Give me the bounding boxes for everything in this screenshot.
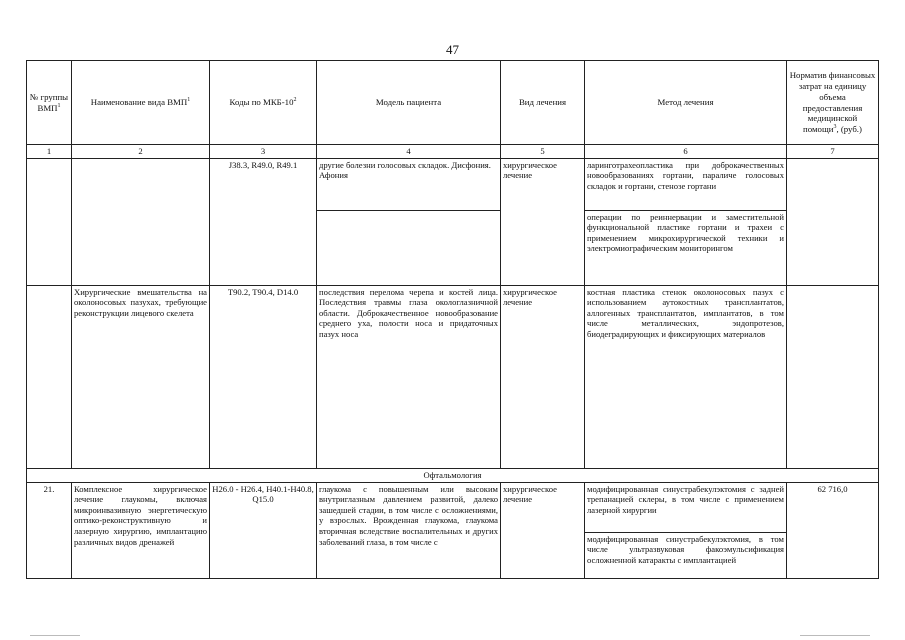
group-cell-empty bbox=[27, 158, 72, 285]
header-treatment-method: Метод лечения bbox=[585, 61, 787, 145]
column-number: 7 bbox=[787, 145, 879, 159]
column-number: 1 bbox=[27, 145, 72, 159]
group-cell-empty bbox=[27, 285, 72, 468]
cost-cell-empty bbox=[787, 285, 879, 468]
header-group-number: № группы ВМП$^1$ bbox=[27, 61, 72, 145]
section-title: Офтальмология bbox=[27, 468, 879, 482]
vmp-name-cell: Хирургические вмешательства на околоносовых пазухах, требующие реконструкции лицевого скелета bbox=[72, 285, 210, 468]
column-number: 3 bbox=[210, 145, 317, 159]
treatment-method-cell: костная пластика стенок околоносовых пазух с использованием аутокостных трансплантатов, аллогенных трансплантатов, имплантатов, в том числе металлических, эндопротезов, биодеградирующих и фиксирующих материалов bbox=[585, 285, 787, 468]
treatment-type-cell: хирургическое лечение bbox=[501, 482, 585, 578]
vmp-table bbox=[26, 60, 879, 579]
header-cost-norm: Норматив финансовых затрат на единицу объема предоставления медицинской помощи$^3$, (руб.) bbox=[787, 61, 879, 145]
patient-model-cell-empty bbox=[317, 210, 501, 285]
group-number-cell: 21. bbox=[27, 482, 72, 578]
table-row bbox=[27, 158, 879, 210]
section-row bbox=[27, 468, 879, 482]
treatment-type-cell: хирургическое лечение bbox=[501, 158, 585, 285]
treatment-method-cell: модифицированная синустрабекулэктомия с задней трепанацией склеры, в том числе с применением лазерной хирургии bbox=[585, 482, 787, 532]
column-number: 4 bbox=[317, 145, 501, 159]
scan-artifact-line bbox=[800, 635, 870, 636]
name-cell-empty bbox=[72, 158, 210, 285]
header-treatment-type: Вид лечения bbox=[501, 61, 585, 145]
column-number-row bbox=[27, 145, 879, 159]
header-row bbox=[27, 61, 879, 145]
header-icd-codes: Коды по МКБ-$10^2$ bbox=[210, 61, 317, 145]
column-number: 6 bbox=[585, 145, 787, 159]
column-number: 2 bbox=[72, 145, 210, 159]
treatment-method-cell: операции по реиннервации и заместительной функциональной пластике гортани и трахеи с применением микрохирургической техники и электромиографическим мониторингом bbox=[585, 210, 787, 285]
header-vmp-name: Наименование вида ВМП$^1$ bbox=[72, 61, 210, 145]
column-number: 5 bbox=[501, 145, 585, 159]
table-row bbox=[27, 285, 879, 468]
scan-artifact-line bbox=[30, 635, 80, 636]
header-patient-model: Модель пациента bbox=[317, 61, 501, 145]
icd-codes-cell: H26.0 - H26.4, H40.1-H40.8, Q15.0 bbox=[210, 482, 317, 578]
table-row bbox=[27, 482, 879, 532]
treatment-type-cell: хирургическое лечение bbox=[501, 285, 585, 468]
icd-codes-cell: T90.2, T90.4, D14.0 bbox=[210, 285, 317, 468]
treatment-method-cell: модифицированная синустрабекулэктомия, в том числе ультразвуковая факоэмульсификация осложненной катаракты с имплантацией bbox=[585, 532, 787, 578]
icd-codes-cell: J38.3, R49.0, R49.1 bbox=[210, 158, 317, 285]
vmp-name-cell: Комплексное хирургическое лечение глаукомы, включая микроинвазивную энергетическую оптико-реконструктивную и лазерную хирургию, имплантацию различных видов дренажей bbox=[72, 482, 210, 578]
patient-model-cell: последствия перелома черепа и костей лица. Последствия травмы глаза окологлазничной области. Доброкачественное новообразование среднего уха, полости носа и придаточных пазух носа bbox=[317, 285, 501, 468]
page-number: 47 bbox=[446, 42, 459, 57]
treatment-method-cell: ларинготрахеопластика при доброкачественных новообразованиях гортани, параличе голосовых складок и гортани, стенозе гортани bbox=[585, 158, 787, 210]
vmp-table-container bbox=[26, 60, 878, 579]
cost-cell-empty bbox=[787, 158, 879, 285]
cost-value-cell: 62 716,0 bbox=[787, 482, 879, 578]
patient-model-cell: другие болезни голосовых складок. Дисфония. Афония bbox=[317, 158, 501, 210]
patient-model-cell: глаукома с повышенным или высоким внутриглазным давлением развитой, далеко зашедшей стадии, в том числе с осложнениями, у взрослых. Врожденная глаукома, глаукома вторичная вследствие воспалительных и других заболеваний глаза, в том числе с bbox=[317, 482, 501, 578]
